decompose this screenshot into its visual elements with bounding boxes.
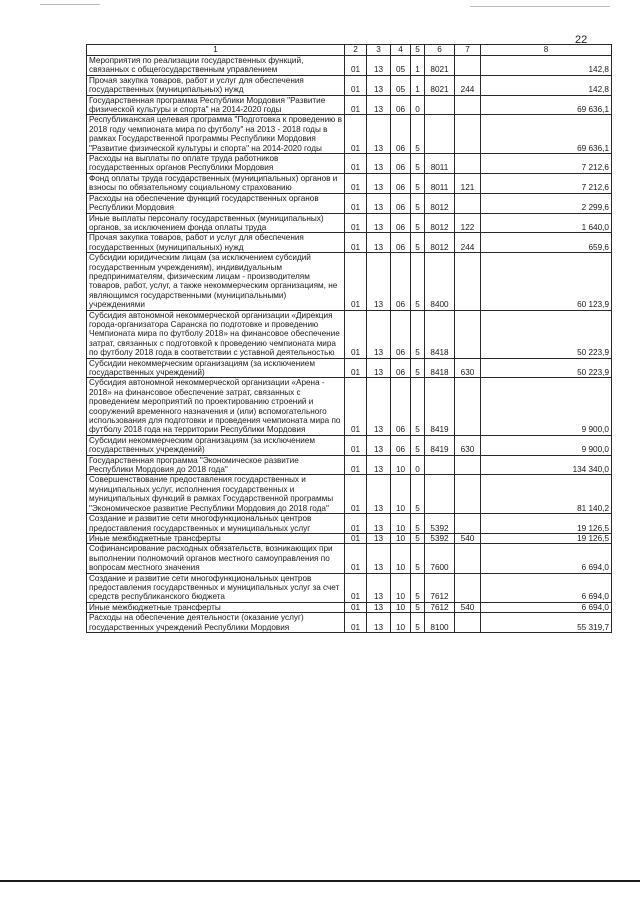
bottom-border-line (0, 880, 640, 882)
code-program-cell: 06 (391, 95, 411, 115)
code-section-cell: 01 (345, 514, 367, 534)
amount-cell: 1 640,0 (481, 213, 612, 233)
code-target-cell: 7612 (425, 573, 455, 602)
code-program-cell: 06 (391, 358, 411, 378)
code-target-cell: 7600 (425, 544, 455, 573)
row-name-cell: Иные выплаты персоналу государственных (муниципальных) органов, за исключением фонда оплаты труда (87, 213, 345, 233)
code-subprogram-cell: 5 (411, 475, 425, 514)
table-row (87, 455, 612, 475)
code-section-cell: 01 (345, 435, 367, 455)
code-section-cell: 01 (345, 115, 367, 154)
code-subprogram-cell: 5 (411, 378, 425, 435)
code-section-cell: 01 (345, 602, 367, 612)
code-section-cell: 01 (345, 233, 367, 253)
code-section-cell: 01 (345, 253, 367, 310)
code-expense-type-cell (455, 310, 481, 358)
code-expense-type-cell (455, 154, 481, 174)
code-subsection-cell: 13 (367, 573, 391, 602)
row-name-cell: Иные межбюджетные трансферты (87, 533, 345, 543)
amount-cell: 659,6 (481, 233, 612, 253)
code-expense-type-cell (455, 378, 481, 435)
amount-cell: 69 636,1 (481, 115, 612, 154)
code-expense-type-cell (455, 455, 481, 475)
code-subsection-cell: 13 (367, 358, 391, 378)
amount-cell: 6 694,0 (481, 573, 612, 602)
header-cell: 2 (345, 45, 367, 56)
code-subprogram-cell: 5 (411, 613, 425, 633)
amount-cell: 55 319,7 (481, 613, 612, 633)
amount-cell: 50 223,9 (481, 358, 612, 378)
row-name-cell: Фонд оплаты труда государственных (муниципальных) органов и взносы по обязательному социальному страхованию (87, 173, 345, 193)
code-target-cell: 8418 (425, 358, 455, 378)
table-row (87, 115, 612, 154)
code-expense-type-cell: 540 (455, 533, 481, 543)
header-cell: 5 (411, 45, 425, 56)
table-row (87, 358, 612, 378)
code-program-cell: 05 (391, 75, 411, 95)
code-program-cell: 10 (391, 455, 411, 475)
amount-cell: 7 212,6 (481, 173, 612, 193)
row-name-cell: Расходы на обеспечение функций государственных органов Республики Мордовия (87, 193, 345, 213)
code-subsection-cell: 13 (367, 378, 391, 435)
row-name-cell: Создание и развитие сети многофункциональных центров предоставления государственных и муниципальных услуг за счет средств республиканского бюджета (87, 573, 345, 602)
table-row (87, 253, 612, 310)
code-section-cell: 01 (345, 533, 367, 543)
code-section-cell: 01 (345, 544, 367, 573)
code-section-cell: 01 (345, 378, 367, 435)
code-subsection-cell: 13 (367, 193, 391, 213)
code-subprogram-cell: 5 (411, 544, 425, 573)
code-subprogram-cell: 5 (411, 193, 425, 213)
amount-cell: 50 223,9 (481, 310, 612, 358)
code-expense-type-cell (455, 514, 481, 534)
header-cell: 3 (367, 45, 391, 56)
code-subsection-cell: 13 (367, 544, 391, 573)
code-target-cell (425, 475, 455, 514)
code-expense-type-cell (455, 613, 481, 633)
code-expense-type-cell: 244 (455, 233, 481, 253)
table-row (87, 154, 612, 174)
row-name-cell: Прочая закупка товаров, работ и услуг для обеспечения государственных (муниципальных) нужд (87, 233, 345, 253)
code-target-cell: 8418 (425, 310, 455, 358)
code-target-cell: 8400 (425, 253, 455, 310)
code-target-cell: 8012 (425, 233, 455, 253)
code-section-cell: 01 (345, 75, 367, 95)
code-target-cell: 8419 (425, 378, 455, 435)
code-target-cell: 8011 (425, 173, 455, 193)
header-cell: 6 (425, 45, 455, 56)
code-expense-type-cell (455, 56, 481, 76)
header-cell: 8 (481, 45, 612, 56)
code-target-cell: 5392 (425, 514, 455, 534)
code-subsection-cell: 13 (367, 475, 391, 514)
code-subprogram-cell: 5 (411, 173, 425, 193)
table-row (87, 310, 612, 358)
code-subsection-cell: 13 (367, 233, 391, 253)
code-program-cell: 05 (391, 56, 411, 76)
code-subprogram-cell: 0 (411, 455, 425, 475)
code-expense-type-cell: 122 (455, 213, 481, 233)
code-program-cell: 10 (391, 514, 411, 534)
code-subsection-cell: 13 (367, 253, 391, 310)
amount-cell: 7 212,6 (481, 154, 612, 174)
code-subprogram-cell: 5 (411, 253, 425, 310)
row-name-cell: Прочая закупка товаров, работ и услуг для обеспечения государственных (муниципальных) нужд (87, 75, 345, 95)
code-section-cell: 01 (345, 154, 367, 174)
row-name-cell: Расходы на обеспечение деятельности (оказание услуг) государственных учреждений Республики Мордовия (87, 613, 345, 633)
code-section-cell: 01 (345, 358, 367, 378)
code-subprogram-cell: 5 (411, 115, 425, 154)
amount-cell: 81 140,2 (481, 475, 612, 514)
table-row (87, 613, 612, 633)
table-row (87, 602, 612, 612)
code-subsection-cell: 13 (367, 533, 391, 543)
code-program-cell: 10 (391, 475, 411, 514)
code-program-cell: 10 (391, 602, 411, 612)
amount-cell: 6 694,0 (481, 602, 612, 612)
code-expense-type-cell: 630 (455, 358, 481, 378)
row-name-cell: Совершенствование предоставления государственных и муниципальных услуг, исполнения государственных и муниципальных функций в рамках Государственной программы "Экономическое развитие Республики Мордовия до 2018 года" (87, 475, 345, 514)
amount-cell: 19 126,5 (481, 514, 612, 534)
table-row (87, 95, 612, 115)
code-subsection-cell: 13 (367, 435, 391, 455)
code-subsection-cell: 13 (367, 613, 391, 633)
row-name-cell: Иные межбюджетные трансферты (87, 602, 345, 612)
code-section-cell: 01 (345, 573, 367, 602)
code-subprogram-cell: 5 (411, 573, 425, 602)
code-expense-type-cell (455, 475, 481, 514)
code-subsection-cell: 13 (367, 115, 391, 154)
code-subprogram-cell: 0 (411, 95, 425, 115)
code-subsection-cell: 13 (367, 602, 391, 612)
header-cell: 1 (87, 45, 345, 56)
code-program-cell: 06 (391, 154, 411, 174)
code-target-cell (425, 95, 455, 115)
amount-cell: 142,8 (481, 75, 612, 95)
code-expense-type-cell (455, 544, 481, 573)
code-subprogram-cell: 5 (411, 310, 425, 358)
code-target-cell (425, 115, 455, 154)
row-name-cell: Субсидия автономной некоммерческой организации «Дирекция города-организатора Саранска по подготовке и проведению Чемпионата мира по футболу 2018» на финансовое обеспечение затрат, связанных с подготовкой к проведению чемпионата мира по футболу 2018 года в соответствии с уставной деятельностью (87, 310, 345, 358)
code-subprogram-cell: 5 (411, 358, 425, 378)
row-name-cell: Субсидия автономной некоммерческой организации «Арена - 2018» на финансовое обеспечение затрат, связанных с проведением мероприятий по проектированию строений и сооружений временного назначения и (или) вспомогательного использования для подготовки и проведения чемпионата мира по футболу 2018 года на территории Республики Мордовия (87, 378, 345, 435)
code-section-cell: 01 (345, 310, 367, 358)
code-target-cell: 8021 (425, 75, 455, 95)
row-name-cell: Субсидии некоммерческим организациям (за исключением государственных учреждений) (87, 435, 345, 455)
code-program-cell: 10 (391, 613, 411, 633)
scan-top-marks (0, 0, 640, 10)
code-program-cell: 10 (391, 533, 411, 543)
table-row (87, 75, 612, 95)
table-row (87, 533, 612, 543)
code-program-cell: 06 (391, 435, 411, 455)
code-subsection-cell: 13 (367, 213, 391, 233)
code-subsection-cell: 13 (367, 95, 391, 115)
code-target-cell: 8419 (425, 435, 455, 455)
table-row (87, 56, 612, 76)
code-target-cell (425, 455, 455, 475)
table-row (87, 173, 612, 193)
code-subprogram-cell: 5 (411, 154, 425, 174)
code-program-cell: 06 (391, 193, 411, 213)
code-subsection-cell: 13 (367, 154, 391, 174)
code-subprogram-cell: 5 (411, 533, 425, 543)
code-target-cell: 7612 (425, 602, 455, 612)
table-row (87, 233, 612, 253)
code-target-cell: 5392 (425, 533, 455, 543)
budget-table (86, 44, 612, 633)
code-program-cell: 10 (391, 544, 411, 573)
code-section-cell: 01 (345, 193, 367, 213)
code-program-cell: 06 (391, 233, 411, 253)
code-program-cell: 06 (391, 213, 411, 233)
row-name-cell: Субсидии некоммерческим организациям (за исключением государственных учреждений) (87, 358, 345, 378)
code-subsection-cell: 13 (367, 455, 391, 475)
table-header-row (87, 45, 612, 56)
table-row (87, 193, 612, 213)
code-subsection-cell: 13 (367, 173, 391, 193)
code-subprogram-cell: 1 (411, 75, 425, 95)
row-name-cell: Государственная программа Республики Мордовия "Развитие физической культуры и спорта" на 2014-2020 годы (87, 95, 345, 115)
code-expense-type-cell (455, 95, 481, 115)
code-target-cell: 8100 (425, 613, 455, 633)
code-subsection-cell: 13 (367, 75, 391, 95)
row-name-cell: Субсидии юридическим лицам (за исключением субсидий государственным учреждениям), индивидуальным предпринимателям, физическим лицам - производителям товаров, работ, услуг, а также некоммерческим организациям, не являющимся государственными (муниципальными) учреждениями (87, 253, 345, 310)
table-row (87, 378, 612, 435)
table-row (87, 435, 612, 455)
row-name-cell: Мероприятия по реализации государственных функций, связанных с общегосударственным управлением (87, 56, 345, 76)
code-subsection-cell: 13 (367, 514, 391, 534)
code-subprogram-cell: 5 (411, 514, 425, 534)
code-program-cell: 06 (391, 253, 411, 310)
table-row (87, 573, 612, 602)
amount-cell: 142,8 (481, 56, 612, 76)
table-row (87, 475, 612, 514)
amount-cell: 9 900,0 (481, 435, 612, 455)
row-name-cell: Государственная программа "Экономическое развитие Республики Мордовия до 2018 года" (87, 455, 345, 475)
code-subprogram-cell: 5 (411, 602, 425, 612)
amount-cell: 69 636,1 (481, 95, 612, 115)
code-target-cell: 8012 (425, 213, 455, 233)
header-cell: 7 (455, 45, 481, 56)
code-target-cell: 8012 (425, 193, 455, 213)
code-subsection-cell: 13 (367, 310, 391, 358)
amount-cell: 19 126,5 (481, 533, 612, 543)
amount-cell: 2 299,6 (481, 193, 612, 213)
code-expense-type-cell (455, 253, 481, 310)
amount-cell: 6 694,0 (481, 544, 612, 573)
code-section-cell: 01 (345, 173, 367, 193)
table-row (87, 213, 612, 233)
code-expense-type-cell (455, 573, 481, 602)
code-target-cell: 8021 (425, 56, 455, 76)
code-subprogram-cell: 1 (411, 56, 425, 76)
code-section-cell: 01 (345, 455, 367, 475)
amount-cell: 60 123,9 (481, 253, 612, 310)
code-expense-type-cell (455, 193, 481, 213)
row-name-cell: Создание и развитие сети многофункциональных центров предоставления государственных и муниципальных услуг (87, 514, 345, 534)
table-body (87, 56, 612, 633)
code-program-cell: 06 (391, 310, 411, 358)
code-program-cell: 10 (391, 573, 411, 602)
amount-cell: 9 900,0 (481, 378, 612, 435)
row-name-cell: Республиканская целевая программа "Подготовка к проведению в 2018 году чемпионата мира по футболу" на 2013 - 2018 годы в рамках Государственной программы Республики Мордовия "Развитие физической культуры и спорта" на 2014-2020 годы (87, 115, 345, 154)
code-program-cell: 06 (391, 378, 411, 435)
code-subprogram-cell: 5 (411, 435, 425, 455)
code-expense-type-cell: 121 (455, 173, 481, 193)
code-subprogram-cell: 5 (411, 233, 425, 253)
code-section-cell: 01 (345, 613, 367, 633)
code-target-cell: 8011 (425, 154, 455, 174)
code-expense-type-cell: 244 (455, 75, 481, 95)
row-name-cell: Софинансирование расходных обязательств, возникающих при выполнении полномочий органов местного самоуправления по вопросам местного значения (87, 544, 345, 573)
code-section-cell: 01 (345, 56, 367, 76)
amount-cell: 134 340,0 (481, 455, 612, 475)
code-program-cell: 06 (391, 173, 411, 193)
code-expense-type-cell (455, 115, 481, 154)
code-expense-type-cell: 630 (455, 435, 481, 455)
table-row (87, 544, 612, 573)
header-cell: 4 (391, 45, 411, 56)
code-subsection-cell: 13 (367, 56, 391, 76)
code-section-cell: 01 (345, 213, 367, 233)
code-program-cell: 06 (391, 115, 411, 154)
code-section-cell: 01 (345, 95, 367, 115)
table-row (87, 514, 612, 534)
code-section-cell: 01 (345, 475, 367, 514)
code-subprogram-cell: 5 (411, 213, 425, 233)
code-expense-type-cell: 540 (455, 602, 481, 612)
page-number: 22 (575, 34, 588, 46)
row-name-cell: Расходы на выплаты по оплате труда работников государственных органов Республики Мордовия (87, 154, 345, 174)
